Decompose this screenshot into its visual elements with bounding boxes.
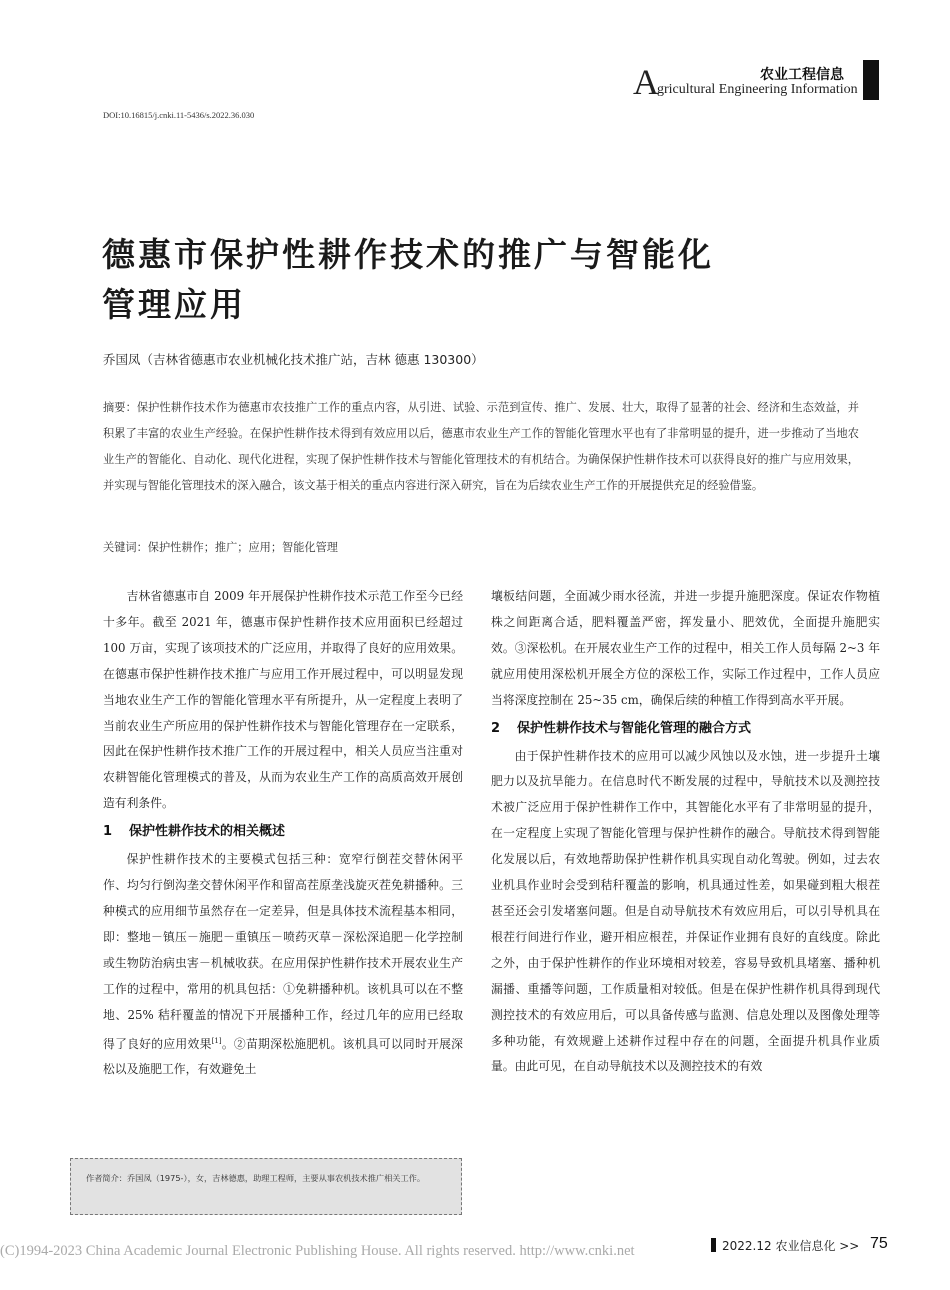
abstract: 摘要：保护性耕作技术作为德惠市农技推广工作的重点内容，从引进、试验、示范到宣传、推广、发展、壮大，取得了显著的社会、经济和生态效益，并积累了丰富的农业生产经验。在保护性耕作技术得到有效应用以后，德惠市农业生产工作的智能化管理水平也有了非常明显的提升，进一步推动了当地农业生产的智能化、自动化、现代化进程，实现了保护性耕作技术与智能化管理技术的有机结合。为确保保护性耕作技术可以获得良好的推广与应用效果，并实现与智能化管理技术的深入融合，该文基于相关的重点内容进行深入研究，旨在为后续农业生产工作的开展提供充足的经验借鉴。 (103, 401, 859, 492)
author-note: 作者简介：乔国凤（1975-），女，吉林德惠，助理工程师，主要从事农机技术推广相关工作。 (86, 1173, 426, 1183)
body-column-left (103, 584, 463, 1083)
title-line-1: 德惠市保护性耕作技术的推广与智能化 (102, 235, 714, 274)
doi: DOI:10.16815/j.cnki.11-5436/s.2022.36.030 (103, 110, 255, 120)
author-affiliation: 乔国凤（吉林省德惠市农业机械化技术推广站，吉林 德惠 130300） (103, 352, 484, 367)
section-1-text-b: 。②苗期深松施肥机。该机具可以同时开展深松以及施肥工作，有效避免土 (103, 1036, 463, 1077)
keywords: 关键词：保护性耕作；推广；应用；智能化管理 (103, 541, 338, 554)
author-note-box (70, 1158, 462, 1215)
section-1-title: 保护性耕作技术的相关概述 (129, 824, 286, 840)
section-1-number: 1 (103, 824, 113, 840)
journal-name-cn: 农业工程信息 (760, 67, 844, 83)
page-number: 75 (870, 1235, 888, 1252)
section-2-paragraph: 由于保护性耕作技术的应用可以减少风蚀以及水蚀，进一步提升土壤肥力以及抗旱能力。在信息时代不断发展的过程中，导航技术以及测控技术被广泛应用于保护性耕作工作中，其智能化水平有了非常明显的提升，在一定程度上实现了智能化管理与保护性耕作的融合。导航技术得到智能化发展以后，有效地帮助保护性耕作机具实现自动化驾驶。例如，过去农业机具作业时会受到秸秆覆盖的影响，机具通过性差，如果碰到粗大根茬甚至还会引发堵塞问题。但是自动导航技术有效应用后，可以引导机具在根茬行间进行作业，避开相应根茬，并保证作业拥有良好的直线度。除此之外，由于保护性耕作的作业环境相对较差，容易导致机具堵塞、播种机漏播、重播等问题，工作质量相对较低。但是在保护性耕作机具得到现代测控技术的有效应用后，可以具备传感与监测、信息处理以及图像处理等多种功能，有效规避上述耕作过程中存在的问题，全面提升机具作业质量。由此可见，在自动导航技术以及测控技术的有效 (491, 748, 880, 1074)
section-2-number: 2 (491, 720, 501, 736)
section-1-heading (103, 817, 463, 847)
citation-ref: [1] (211, 1036, 222, 1045)
section-2-title: 保护性耕作技术与智能化管理的融合方式 (517, 720, 752, 736)
copyright-watermark: (C)1994-2023 China Academic Journal Electronic Publishing House. All rights reserved. http://www.cnki.net (0, 1243, 635, 1259)
footer-issue: 2022.12 农业信息化 >> (722, 1239, 860, 1253)
journal-logo-initial: A (633, 62, 659, 102)
body-column-right (491, 584, 880, 1080)
section-2-heading (491, 714, 880, 744)
intro-paragraph: 吉林省德惠市自 2009 年开展保护性耕作技术示范工作至今已经十多年。截至 2021 年，德惠市保护性耕作技术应用面积已经超过 100 万亩，实现了该项技术的广泛应用，并取得了良好的应用效果。在德惠市保护性耕作技术推广与应用工作开展过程中，可以明显发现当地农业生产工作的智能化管理水平有所提升，从一定程度上表明了当前农业生产所应用的保护性耕作技术与智能化管理存在一定联系，因此在保护性耕作技术推广工作的开展过程中，相关人员应当注重对农耕智能化管理模式的普及，从而为农业生产工作的高质高效开展创造有利条件。 (103, 589, 463, 811)
journal-name-en: gricultural Engineering Information (657, 82, 858, 97)
section-1-paragraph (103, 847, 463, 1083)
masthead-bar (863, 60, 879, 100)
title-line-2: 管理应用 (102, 285, 246, 324)
section-1-text-a: 保护性耕作技术的主要模式包括三种：宽窄行倒茬交替休闲平作、均匀行倒沟垄交替休闲平作和留高茬原垄浅旋灭茬免耕播种。三种模式的应用细节虽然存在一定差异，但是具体技术流程基本相同，即：整地－镇压－施肥－重镇压－喷药灭草－深松深追肥－化学控制或生物防治病虫害－机械收获。在应用保护性耕作技术开展农业生产工作的过程中，常用的机具包括：①免耕播种机。该机具可以在不整地、25% 秸秆覆盖的情况下开展播种工作，经过几年的应用已经取得了良好的应用效果 (103, 852, 463, 1051)
continued-paragraph: 壤板结问题，全面减少雨水径流，并进一步提升施肥深度。保证农作物植株之间距离合适，肥料覆盖严密，挥发量小、肥效优，全面提升施肥实效。③深松机。在开展农业生产工作的过程中，相关工作人员每隔 2~3 年就应用使用深松机开展全方位的深松工作，实际工作过程中，工作人员应当将深度控制在 25~35 cm，确保后续的种植工作得到高水平开展。 (491, 589, 880, 707)
footer-bar (711, 1238, 716, 1252)
article-title (102, 230, 842, 330)
